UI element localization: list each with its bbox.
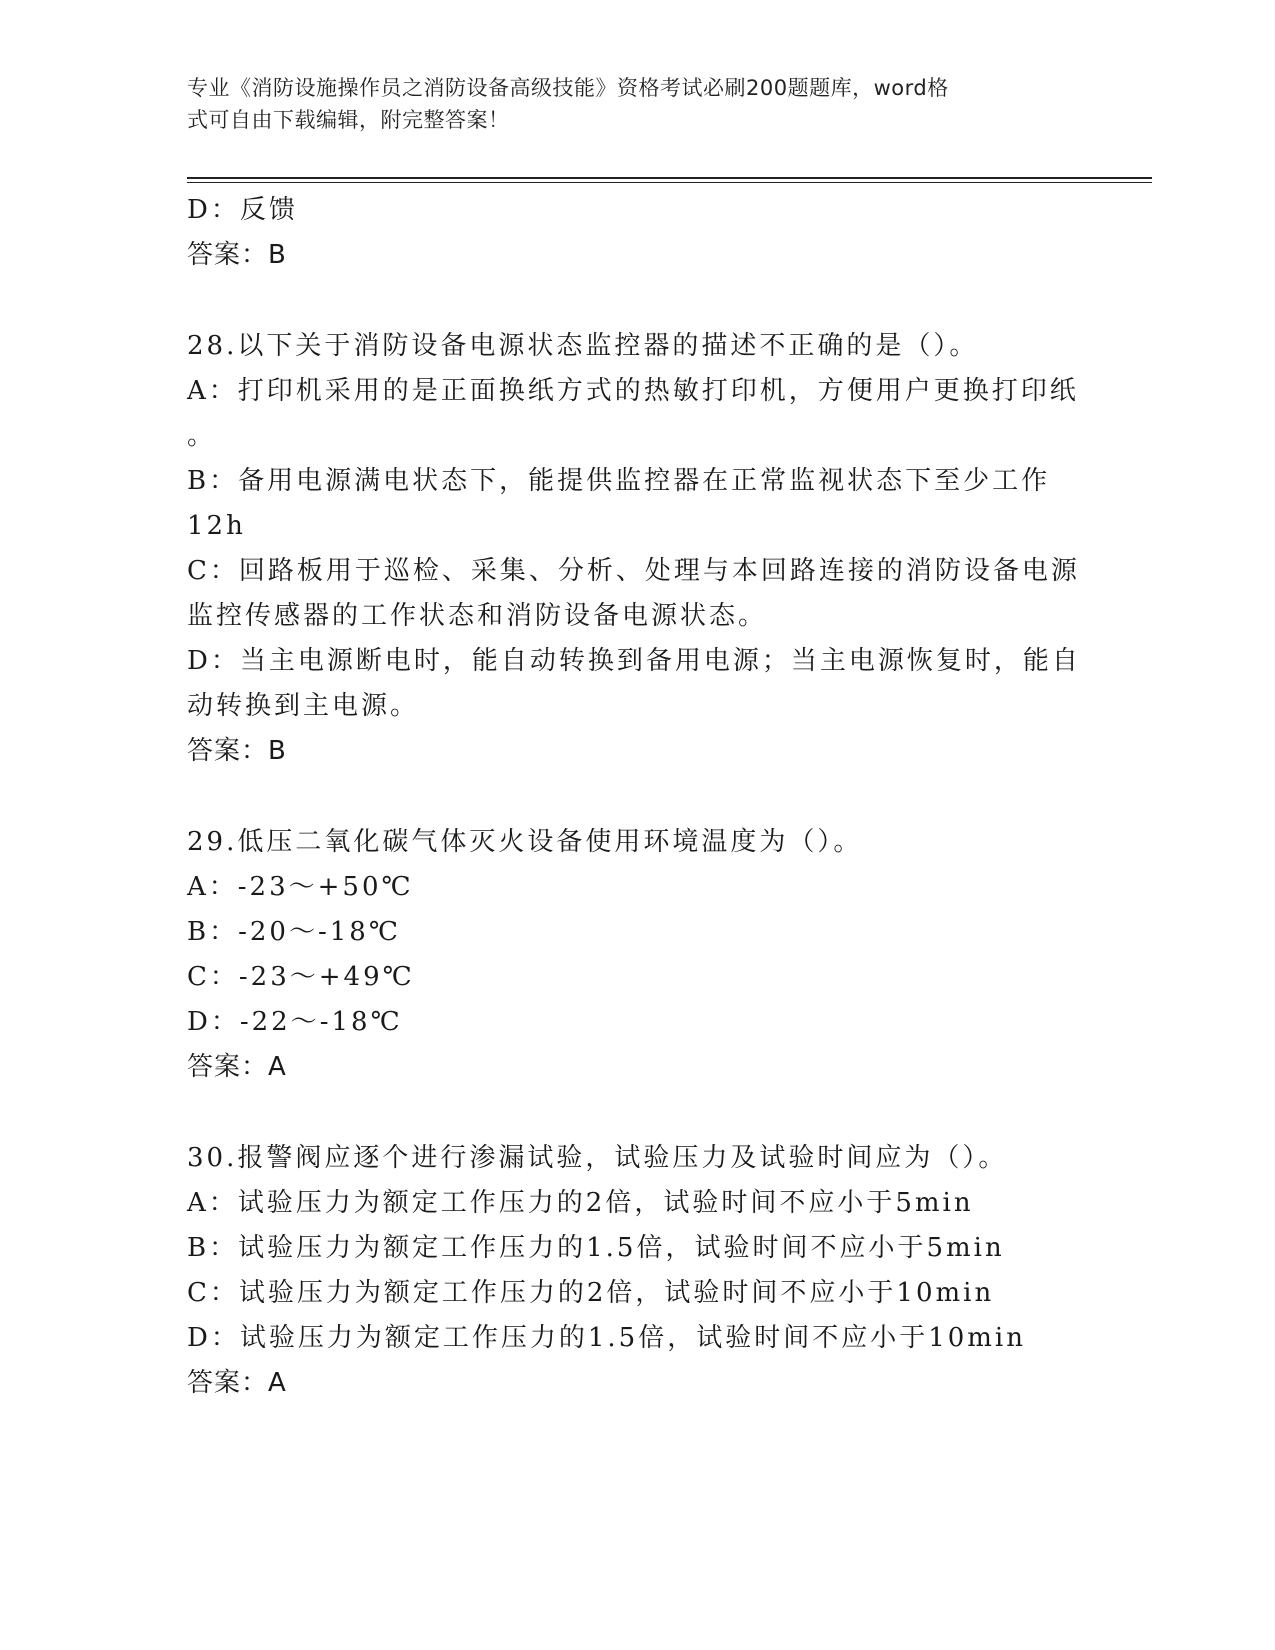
header-line-1: 专业《消防设施操作员之消防设备高级技能》资格考试必刷200题题库，word格 [187,76,949,100]
question-30 [187,1136,1087,1406]
option-d-continued: 动转换到主电源。 [187,691,420,721]
question-stem: 28.以下关于消防设备电源状态监控器的描述不正确的是（）。 [187,331,979,361]
header-rule-thin [187,182,1152,183]
option-c: C：-23～+49℃ [187,962,415,992]
answer: 答案：A [187,1052,287,1082]
option-b: B：备用电源满电状态下，能提供监控器在正常监视状态下至少工作 [187,466,1051,496]
answer: 答案：A [187,1368,287,1398]
option-a: A：试验压力为额定工作压力的2倍，试验时间不应小于5min [187,1188,974,1218]
header-rule-thick [187,177,1152,179]
option-a: A：打印机采用的是正面换纸方式的热敏打印机，方便用户更换打印纸 [187,376,1079,406]
question-stem: 30.报警阀应逐个进行渗漏试验，试验压力及试验时间应为（）。 [187,1143,1008,1173]
question-stem: 29.低压二氧化碳气体灭火设备使用环境温度为（）。 [187,827,863,857]
option-c: C：试验压力为额定工作压力的2倍，试验时间不应小于10min [187,1278,995,1308]
previous-question-tail [187,188,1087,278]
page-header [187,72,1067,136]
document-body [187,188,1087,1406]
header-line-2: 式可自由下载编辑，附完整答案！ [187,108,510,132]
spacer [187,774,1087,820]
spacer [187,1090,1087,1136]
option-a-continued: 。 [187,421,217,451]
question-29 [187,820,1087,1090]
answer: 答案：B [187,240,287,270]
option-a: A：-23～+50℃ [187,872,414,902]
option-d: D：当主电源断电时，能自动转换到备用电源；当主电源恢复时，能自 [187,646,1081,676]
option-d: D：-22～-18℃ [187,1007,403,1037]
spacer [187,278,1087,324]
option-b-continued: 12h [187,511,246,541]
option-d: D：反馈 [187,195,298,225]
question-28 [187,324,1087,774]
answer: 答案：B [187,736,287,766]
option-b: B：-20～-18℃ [187,917,401,947]
option-c-continued: 监控传感器的工作状态和消防设备电源状态。 [187,601,768,631]
option-d: D：试验压力为额定工作压力的1.5倍，试验时间不应小于10min [187,1323,1026,1353]
option-b: B：试验压力为额定工作压力的1.5倍，试验时间不应小于5min [187,1233,1005,1263]
option-c: C：回路板用于巡检、采集、分析、处理与本回路连接的消防设备电源 [187,556,1080,586]
